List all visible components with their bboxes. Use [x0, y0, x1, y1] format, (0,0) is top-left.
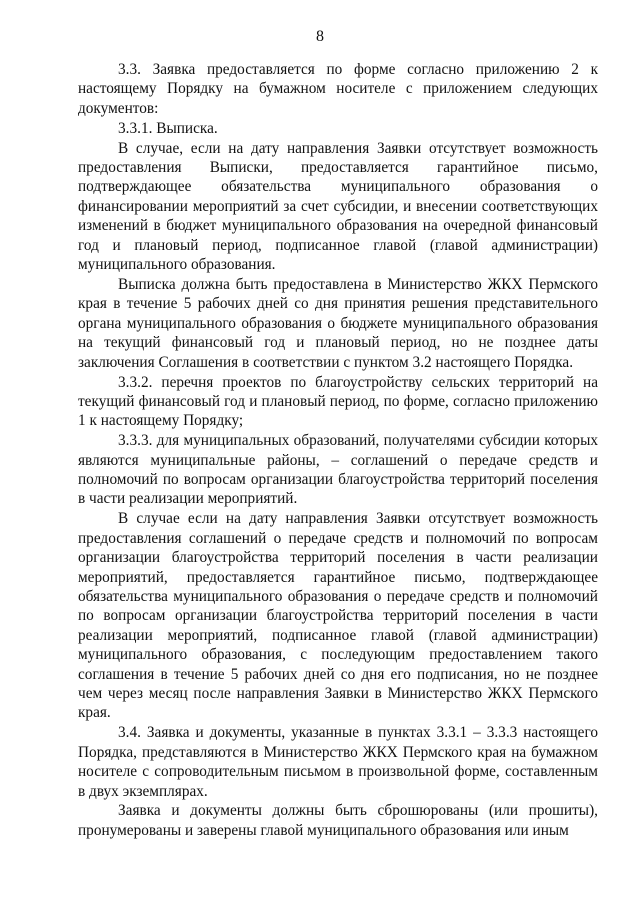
paragraph: 3.3.3. для муниципальных образований, получателями субсидии которых являются муниципальные районы, – соглашений о передаче средств и полномочий по вопросам организации благоустройства территорий поселения в части реализации мероприятий.: [78, 432, 598, 508]
paragraph: Заявка и документы должны быть сброшюрованы (или прошиты), пронумерованы и заверены главой муниципального образования или иным: [78, 802, 598, 839]
page-number: 8: [316, 28, 324, 45]
paragraph: Выписка должна быть предоставлена в Министерство ЖКХ Пермского края в течение 5 рабочих дней со дня принятия решения представительного органа муниципального образования о бюджете муниципального образования на текущий финансовый год и плановый период, но не позднее даты заключения Соглашения в соответствии с пунктом 3.2 настоящего Порядка.: [78, 275, 598, 371]
document-body: [78, 60, 598, 841]
paragraph: 3.3.1. Выписка.: [118, 119, 218, 137]
paragraph: 3.4. Заявка и документы, указанные в пунктах 3.3.1 – 3.3.3 настоящего Порядка, представляются в Министерство ЖКХ Пермского края на бумажном носителе с сопроводительным письмом в произвольной форме, составленным в двух экземплярах.: [78, 724, 598, 800]
paragraph: В случае если на дату направления Заявки отсутствует возможность предоставления соглашений о передаче средств и полномочий по вопросам организации благоустройства территорий поселения в части реализации мероприятий, предоставляется гарантийное письмо, подтверждающее обязательства муниципального образования о передаче средств и полномочий по вопросам организации благоустройства территорий поселения в части реализации мероприятий, подписанное главой (главой администрации) муниципального образования, с последующим предоставлением такого соглашения в течение 5 рабочих дней со дня его подписания, но не позднее чем через месяц после направления Заявки в Министерство ЖКХ Пермского края.: [78, 510, 598, 722]
paragraph: В случае, если на дату направления Заявки отсутствует возможность предоставления Выписки, предоставляется гарантийное письмо, подтверждающее обязательства муниципального образования о финансировании мероприятий за счет субсидии, и внесении соответствующих изменений в бюджет муниципального образования на очередной финансовый год и плановый период, подписанное главой (главой администрации) муниципального образования.: [78, 139, 598, 274]
paragraph: 3.3.2. перечня проектов по благоустройству сельских территорий на текущий финансовый год и плановый период, по форме, согласно приложению 1 к настоящему Порядку;: [78, 373, 598, 430]
paragraph: 3.3. Заявка предоставляется по форме согласно приложению 2 к настоящему Порядку на бумажном носителе с приложением следующих документов:: [78, 61, 598, 117]
